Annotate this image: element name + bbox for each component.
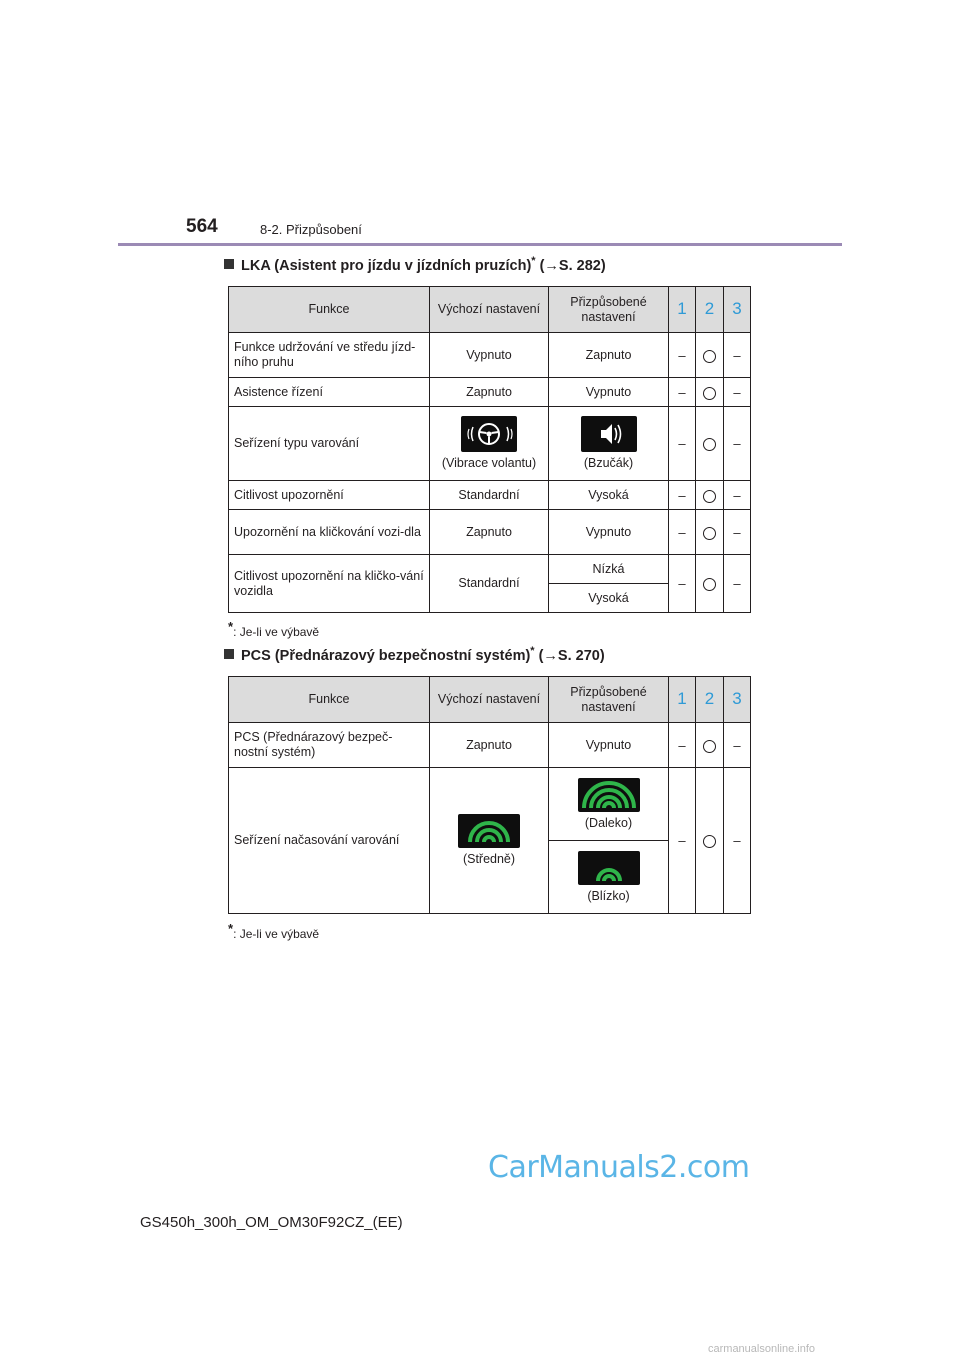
table-row (229, 378, 751, 407)
mark-dash: – (724, 555, 751, 613)
table-header-row (229, 287, 751, 333)
circle-icon (703, 438, 716, 451)
row-custom-label: (Bzučák) (583, 456, 634, 470)
mark-circle (696, 378, 724, 407)
pcs-heading-text: PCS (Přednárazový bezpečnostní systém) (241, 647, 531, 664)
footnote (228, 619, 319, 639)
circle-icon (703, 835, 716, 848)
row-default (430, 768, 549, 914)
bullet-square-icon (224, 649, 234, 659)
row-custom-b: Vysoká (549, 584, 669, 613)
mark-circle (696, 510, 724, 555)
pcs-timing-arc-icon (458, 814, 520, 848)
mark-circle (696, 333, 724, 378)
mark-circle (696, 481, 724, 510)
row-default: Zapnuto (430, 510, 549, 555)
lka-heading-ref[interactable]: (→S. 282) (535, 257, 606, 274)
row-default: Zapnuto (430, 378, 549, 407)
row-custom (549, 407, 669, 481)
mark-dash: – (724, 333, 751, 378)
row-custom-a-label: (Daleko) (584, 815, 633, 830)
mark-dash: – (724, 723, 751, 768)
row-default-label: (Vibrace volantu) (441, 456, 537, 470)
mark-circle (696, 407, 724, 481)
row-default: Zapnuto (430, 723, 549, 768)
circle-icon (703, 527, 716, 540)
table-row (229, 407, 751, 481)
col-default: Výchozí nastavení (430, 287, 549, 333)
mark-circle (696, 723, 724, 768)
col-mark-2 (696, 677, 724, 723)
row-custom-b (549, 841, 669, 914)
row-custom: Zapnuto (549, 333, 669, 378)
col-default: Výchozí nastavení (430, 677, 549, 723)
col-mark-2 (696, 287, 724, 333)
circled-number-3: 3 (732, 689, 742, 708)
row-func: Citlivost upozornění (229, 481, 430, 510)
row-default (430, 407, 549, 481)
table-row (229, 555, 751, 584)
footnote-star: * (228, 619, 234, 634)
pcs-table (228, 676, 751, 914)
col-mark-3 (724, 287, 751, 333)
col-custom: Přizpůsobené nastavení (549, 677, 669, 723)
mark-dash: – (724, 407, 751, 481)
mark-circle (696, 555, 724, 613)
mark-dash: – (669, 378, 696, 407)
lka-heading (224, 255, 606, 274)
footnote-text: : Je-li ve výbavě (233, 625, 320, 639)
col-custom: Přizpůsobené nastavení (549, 287, 669, 333)
circled-number-1: 1 (677, 299, 687, 318)
row-func: Upozornění na kličkování vozi-dla (229, 510, 430, 555)
row-default: Standardní (430, 481, 549, 510)
mark-dash: – (669, 407, 696, 481)
pcs-heading-star: * (530, 645, 535, 657)
mark-dash: – (724, 768, 751, 914)
table-row (229, 333, 751, 378)
col-mark-1 (669, 677, 696, 723)
mark-dash: – (724, 378, 751, 407)
circle-icon (703, 350, 716, 363)
mark-dash: – (669, 555, 696, 613)
circle-icon (703, 387, 716, 400)
buzzer-icon (581, 416, 637, 452)
row-custom: Vypnuto (549, 378, 669, 407)
circle-icon (703, 578, 716, 591)
row-custom: Vypnuto (549, 510, 669, 555)
row-default: Vypnuto (430, 333, 549, 378)
header-rule (118, 243, 842, 246)
pcs-timing-arc-icon (578, 778, 640, 812)
pcs-timing-arc-icon (578, 851, 640, 885)
table-row (229, 510, 751, 555)
circle-icon (703, 740, 716, 753)
table-row (229, 723, 751, 768)
circled-number-3: 3 (732, 299, 742, 318)
mark-dash: – (724, 481, 751, 510)
circled-number-2: 2 (704, 299, 715, 318)
steering-wheel-vibration-icon (461, 416, 517, 452)
footnote-text: : Je-li ve výbavě (233, 927, 320, 941)
pcs-heading (224, 645, 605, 664)
row-custom-b-label: (Blízko) (587, 888, 630, 903)
table-row (229, 481, 751, 510)
lka-heading-text: LKA (Asistent pro jízdu v jízdních pruzích) (241, 257, 532, 274)
col-func: Funkce (229, 677, 430, 723)
col-mark-3 (724, 677, 751, 723)
circle-icon (703, 490, 716, 503)
lka-heading-star: * (531, 255, 536, 267)
footnote-star: * (228, 921, 234, 936)
document-code: GS450h_300h_OM_OM30F92CZ_(EE) (140, 1214, 403, 1231)
row-func: Citlivost upozornění na kličko-vání vozidla (229, 555, 430, 613)
watermark-logo[interactable]: CarManuals2.com (488, 1150, 750, 1185)
mark-dash: – (669, 723, 696, 768)
col-mark-1 (669, 287, 696, 333)
bullet-square-icon (224, 259, 234, 269)
col-func: Funkce (229, 287, 430, 333)
mark-dash: – (669, 510, 696, 555)
page-number: 564 (186, 216, 218, 237)
lka-table (228, 286, 751, 613)
table-row (229, 768, 751, 841)
row-custom-a (549, 768, 669, 841)
row-default-label: (Středně) (462, 852, 516, 866)
row-custom: Vysoká (549, 481, 669, 510)
row-func: Funkce udržování ve středu jízd-ního pruhu (229, 333, 430, 378)
row-func: Seřízení typu varování (229, 407, 430, 481)
section-title: 8-2. Přizpůsobení (260, 222, 362, 237)
mark-dash: – (669, 481, 696, 510)
footnote (228, 921, 319, 941)
mark-dash: – (669, 768, 696, 914)
row-func: Seřízení načasování varování (229, 768, 430, 914)
table-header-row (229, 677, 751, 723)
row-custom-a: Nízká (549, 555, 669, 584)
row-func: PCS (Přednárazový bezpeč-nostní systém) (229, 723, 430, 768)
row-custom: Vypnuto (549, 723, 669, 768)
mark-dash: – (669, 333, 696, 378)
pcs-heading-ref[interactable]: (→S. 270) (534, 647, 605, 664)
circled-number-1: 1 (677, 689, 687, 708)
mark-dash: – (724, 510, 751, 555)
row-default: Standardní (430, 555, 549, 613)
circled-number-2: 2 (704, 689, 715, 708)
watermark-site: carmanualsonline.info (708, 1343, 816, 1355)
mark-circle (696, 768, 724, 914)
row-func: Asistence řízení (229, 378, 430, 407)
